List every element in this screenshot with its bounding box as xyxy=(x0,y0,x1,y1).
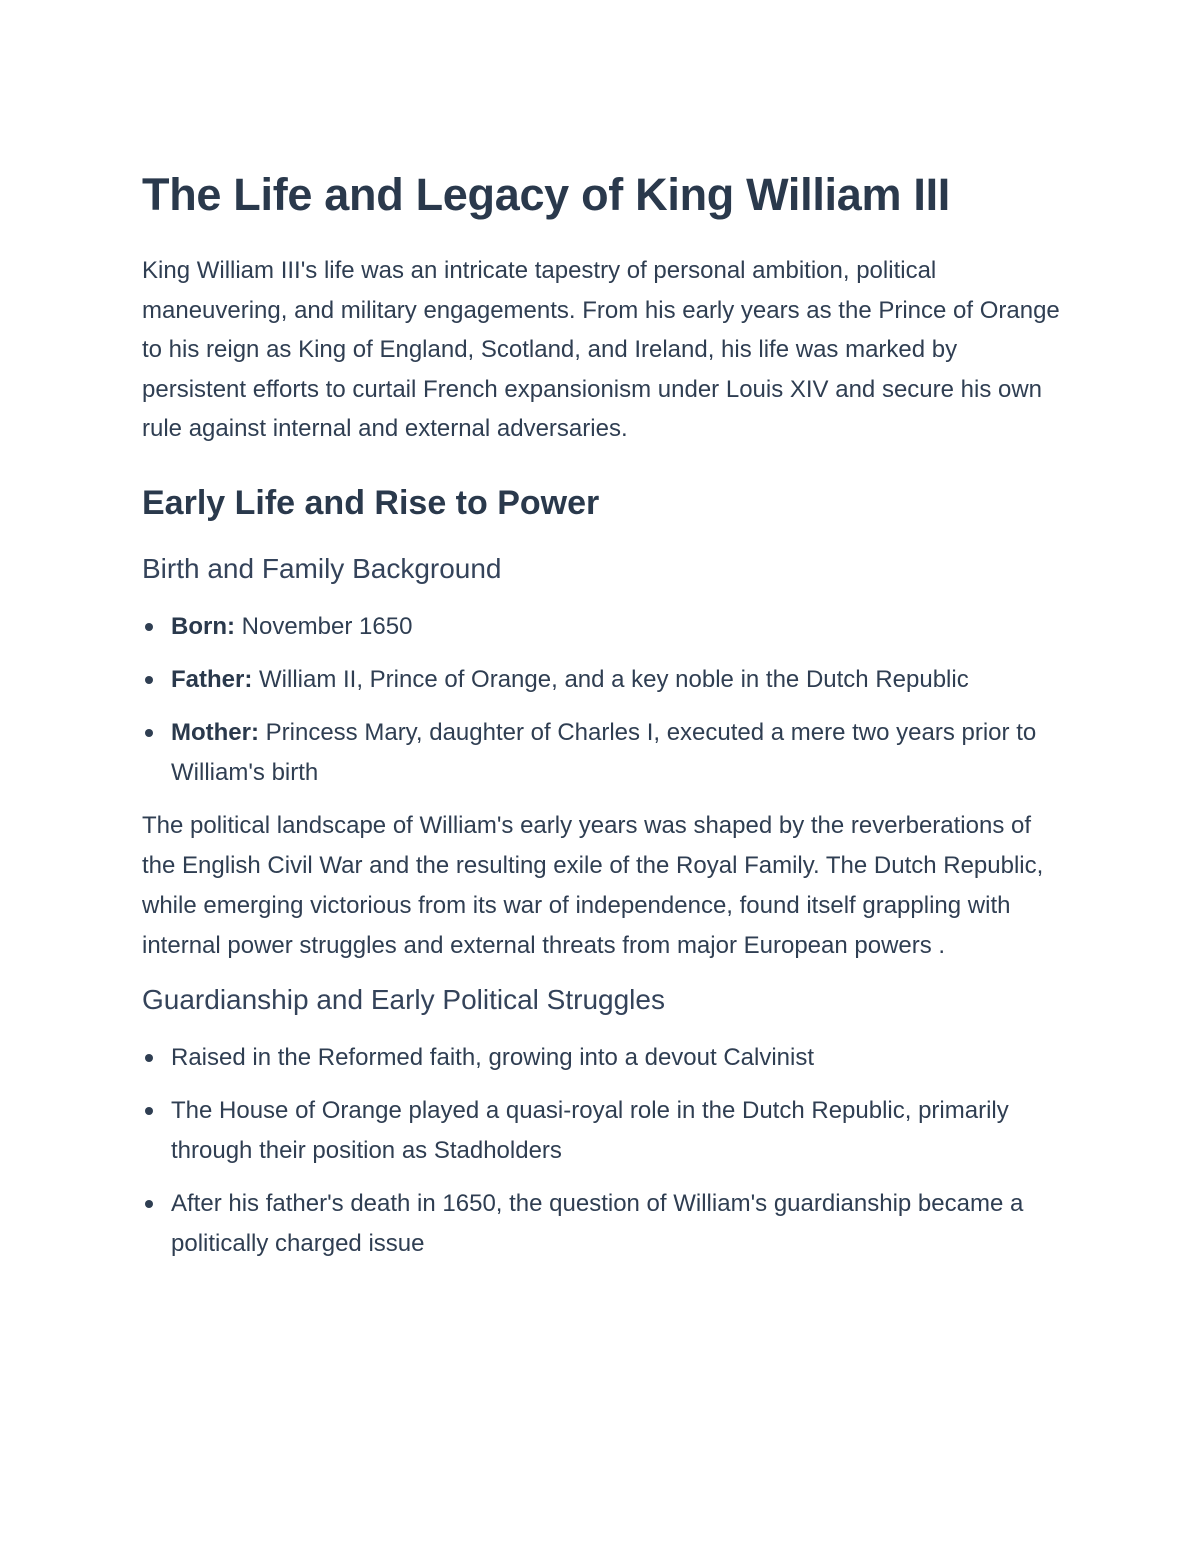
list-item-text: Raised in the Reformed faith, growing into a devout Calvinist xyxy=(171,1043,815,1071)
bullet-icon xyxy=(145,676,153,684)
document-page xyxy=(142,165,1062,1277)
list-item-text: William II, Prince of Orange, and a key noble in the Dutch Republic xyxy=(252,665,969,693)
bullet-icon xyxy=(145,1200,153,1208)
list-item-label: Mother: xyxy=(171,718,259,746)
subsection-heading-birth: Birth and Family Background xyxy=(142,552,502,584)
list-item-text: The House of Orange played a quasi-royal role in the Dutch Republic, primarily through their position as Stadholders xyxy=(171,1096,1009,1164)
list-item-label: Father: xyxy=(171,665,253,693)
list-item-text: After his father's death in 1650, the question of William's guardianship became a politically charged issue xyxy=(171,1189,1024,1257)
political-landscape-paragraph: The political landscape of William's early years was shaped by the reverberations of the English Civil War and the resulting exile of the Royal Family. The Dutch Republic, while emerging victorious from its war of independence, found itself grappling with internal power struggles and external threats from major European powers . xyxy=(142,811,1044,959)
list-item xyxy=(142,607,1062,647)
bullet-icon xyxy=(145,1107,153,1115)
list-item xyxy=(142,713,1062,793)
birth-facts-list xyxy=(142,607,1062,793)
list-item-label: Born: xyxy=(171,612,235,640)
guardianship-list xyxy=(142,1038,1062,1264)
intro-paragraph: King William III's life was an intricate tapestry of personal ambition, political maneuvering, and military engagements. From his early years as the Prince of Orange to his reign as King of England, Scotland, and Ireland, his life was marked by persistent efforts to curtail French expansionism under Louis XIV and secure his own rule against internal and external adversaries. xyxy=(142,257,1060,442)
bullet-icon xyxy=(145,1054,153,1062)
list-item-text: November 1650 xyxy=(234,612,413,640)
subsection-heading-guardianship: Guardianship and Early Political Struggles xyxy=(142,983,665,1015)
list-item xyxy=(142,1038,1062,1078)
list-item xyxy=(142,1184,1062,1264)
page-title: The Life and Legacy of King William III xyxy=(142,169,950,220)
list-item xyxy=(142,1091,1062,1171)
section-heading-early-life: Early Life and Rise to Power xyxy=(142,483,600,522)
list-item-text: Princess Mary, daughter of Charles I, executed a mere two years prior to William's birth xyxy=(171,718,1037,786)
bullet-icon xyxy=(145,729,153,737)
list-item xyxy=(142,660,1062,700)
bullet-icon xyxy=(145,623,153,631)
